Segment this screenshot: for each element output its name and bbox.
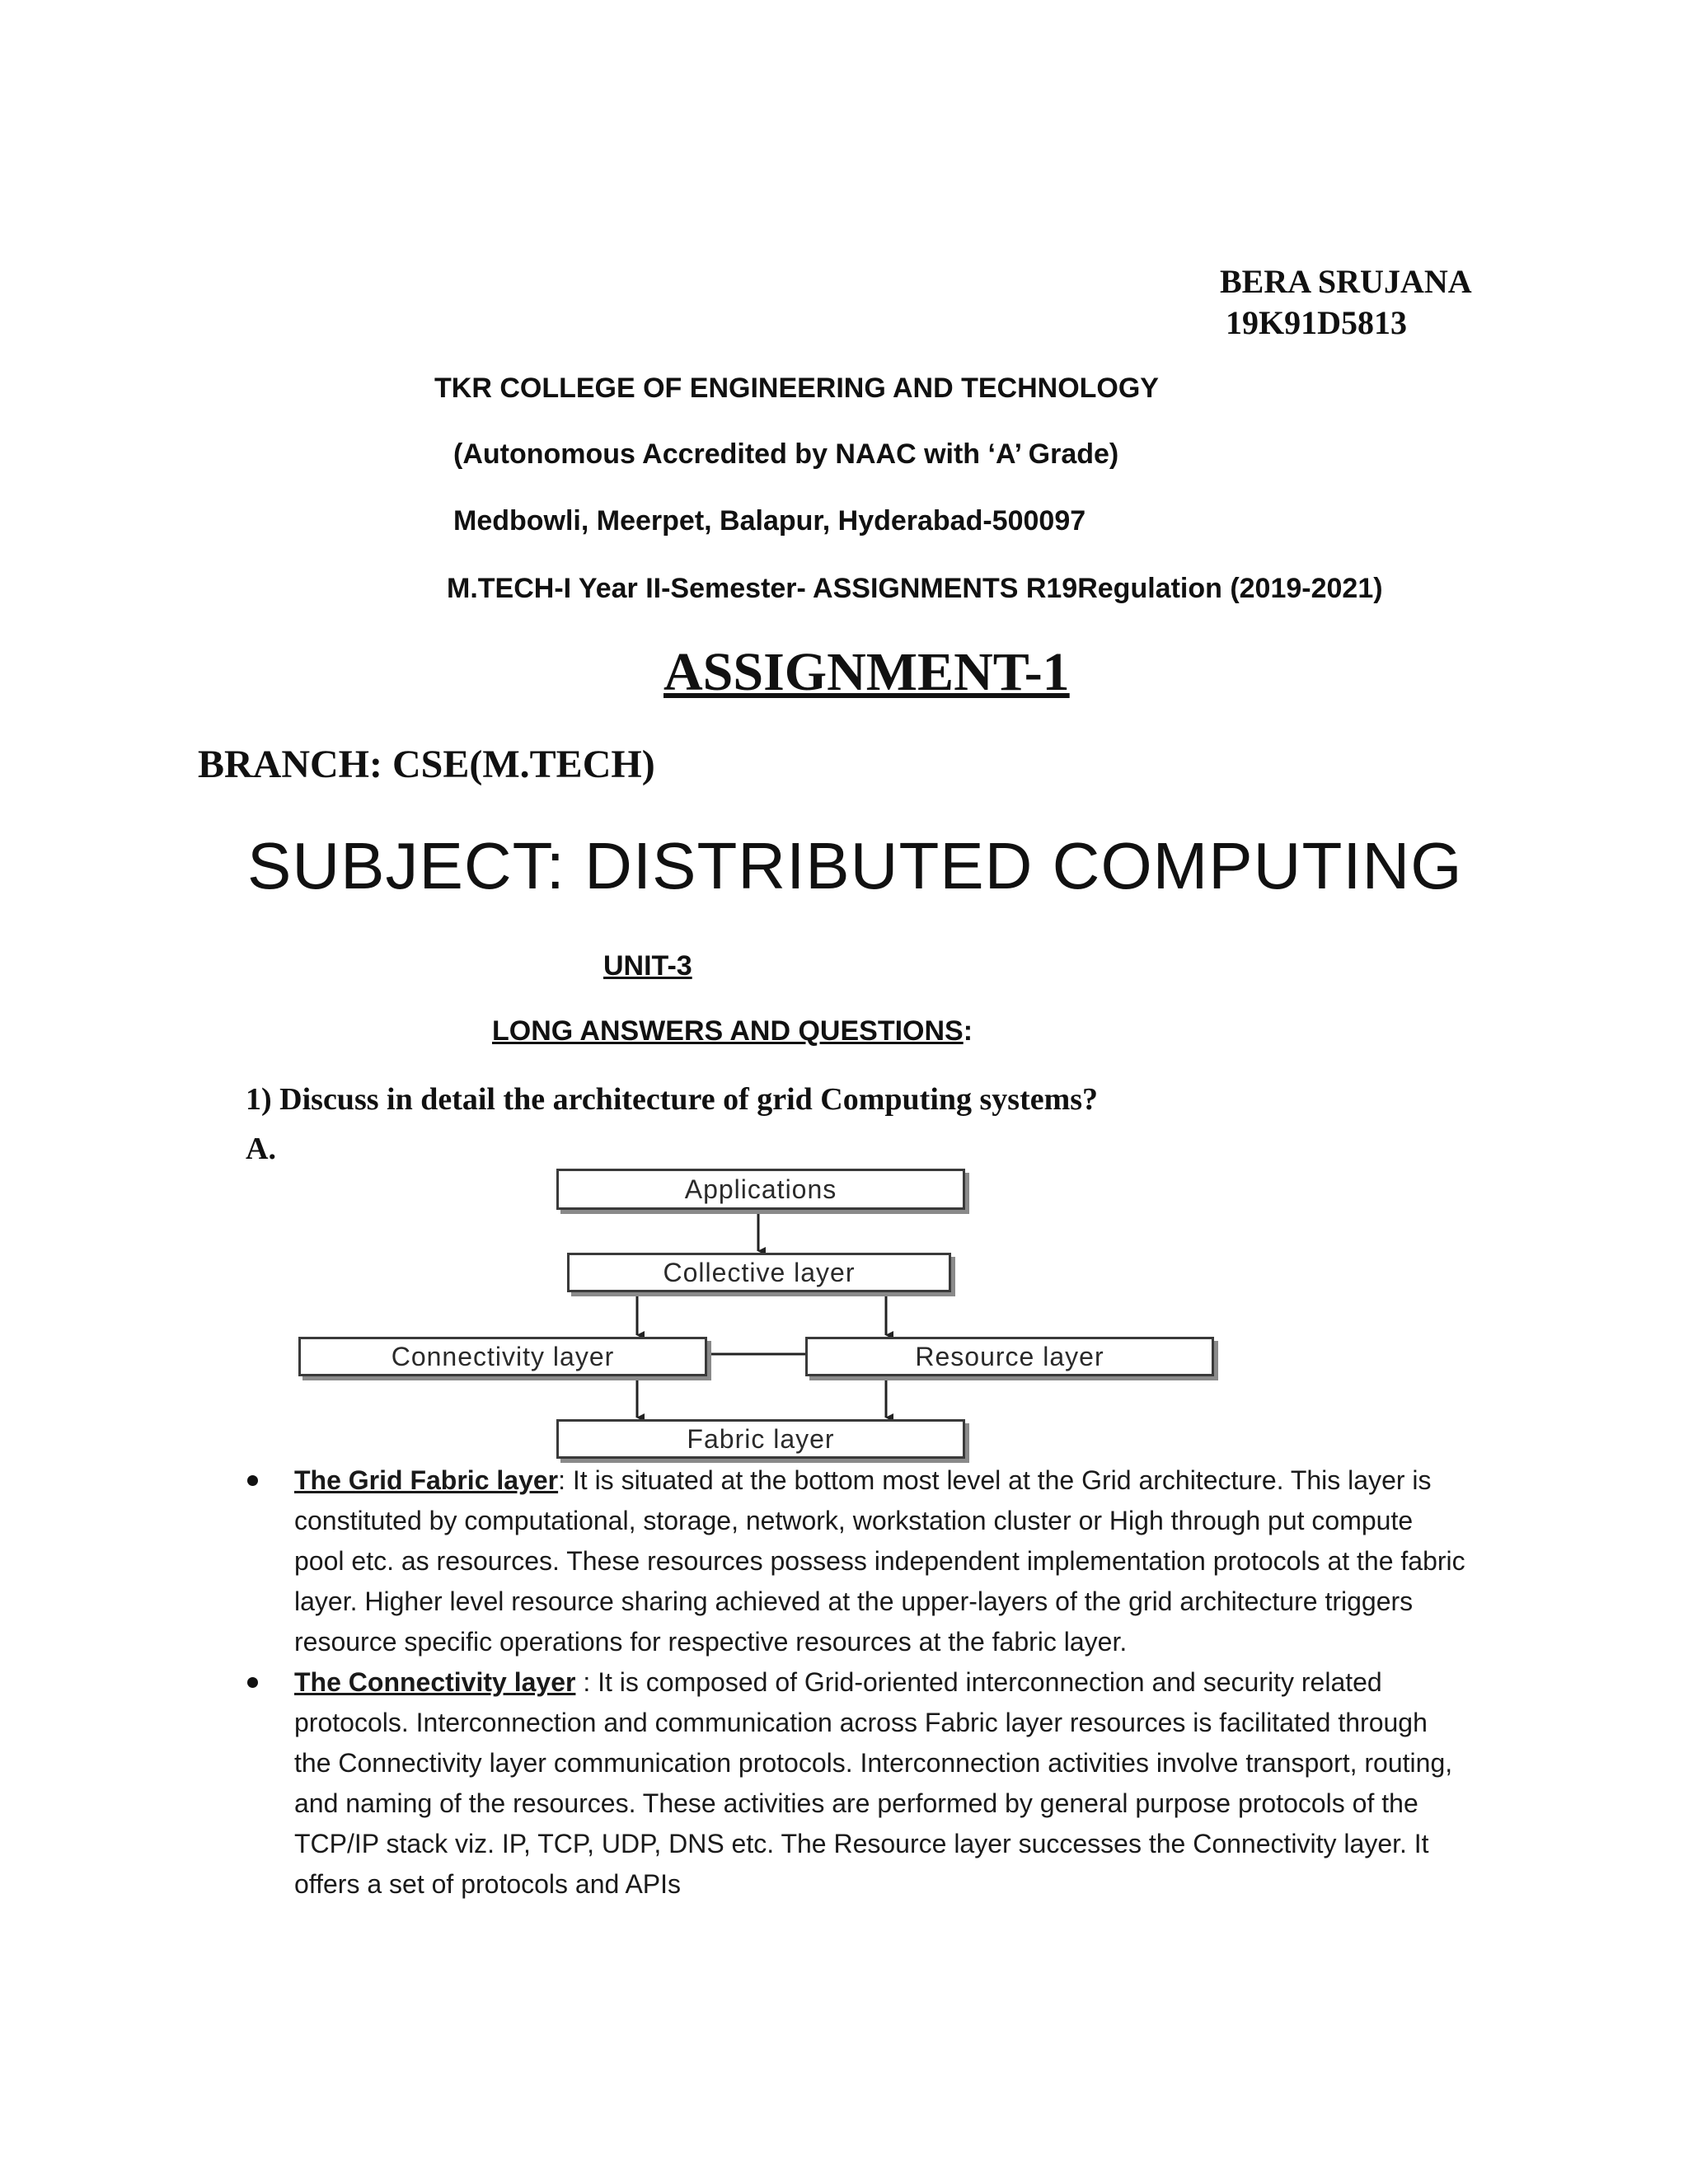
- subject-title: SUBJECT: DISTRIBUTED COMPUTING: [247, 829, 1463, 902]
- diagram-box-resource-layer: Resource layer: [805, 1337, 1214, 1376]
- answer-label: A.: [246, 1132, 276, 1166]
- bullet-text: : It is situated at the bottom most level at the Grid architecture. This layer is constituted by computational, storage, network, workstation cluster or High through put compute pool etc. as resources. These resources possess independent implementation protocols at the fabric layer. Higher level resource sharing achieved at the upper-layers of the grid architecture triggers resource specific operations for respective resources at the fabric layer.: [294, 1465, 1465, 1657]
- bullet-grid-fabric-layer: [247, 1460, 1467, 1662]
- bullet-term: The Connectivity layer: [294, 1667, 576, 1697]
- unit-heading: UNIT-3: [603, 950, 692, 982]
- college-name: TKR COLLEGE OF ENGINEERING AND TECHNOLOGY: [434, 373, 1159, 404]
- assignment-title: ASSIGNMENT-1: [663, 642, 1070, 702]
- section-heading-colon: :: [963, 1015, 973, 1047]
- explanation-list: [247, 1460, 1467, 1905]
- semester-line: M.TECH-I Year II-Semester- ASSIGNMENTS R19Regulation (2019-2021): [447, 573, 1383, 604]
- diagram-box-connectivity-layer: Connectivity layer: [298, 1337, 707, 1376]
- diagram-box-applications: Applications: [556, 1169, 965, 1210]
- question-1: 1) Discuss in detail the architecture of grid Computing systems?: [246, 1082, 1099, 1117]
- bullet-dot-icon: [247, 1677, 258, 1688]
- diagram-box-collective-layer: Collective layer: [567, 1253, 951, 1292]
- bullet-text: : It is composed of Grid-oriented interconnection and security related protocols. Interconnection and communication across Fabric layer resources is facilitated through the Connectivity layer communication protocols. Interconnection activities involve transport, routing, and naming of the resources. These activities are performed by general purpose protocols of the TCP/IP stack viz. IP, TCP, UDP, DNS etc. The Resource layer successes the Connectivity layer. It offers a set of protocols and APIs: [294, 1667, 1453, 1899]
- accreditation-line: (Autonomous Accredited by NAAC with ‘A’ Grade): [453, 438, 1119, 470]
- address-line: Medbowli, Meerpet, Balapur, Hyderabad-500097: [453, 505, 1086, 537]
- bullet-term: The Grid Fabric layer: [294, 1465, 559, 1495]
- roll-number: 19K91D5813: [1226, 304, 1407, 341]
- bullet-connectivity-layer: [247, 1662, 1467, 1905]
- branch-line: BRANCH: CSE(M.TECH): [198, 743, 655, 786]
- section-heading-text: LONG ANSWERS AND QUESTIONS: [492, 1015, 964, 1047]
- bullet-dot-icon: [247, 1475, 258, 1486]
- author-name: BERA SRUJANA: [1220, 263, 1472, 300]
- diagram-box-fabric-layer: Fabric layer: [556, 1419, 965, 1459]
